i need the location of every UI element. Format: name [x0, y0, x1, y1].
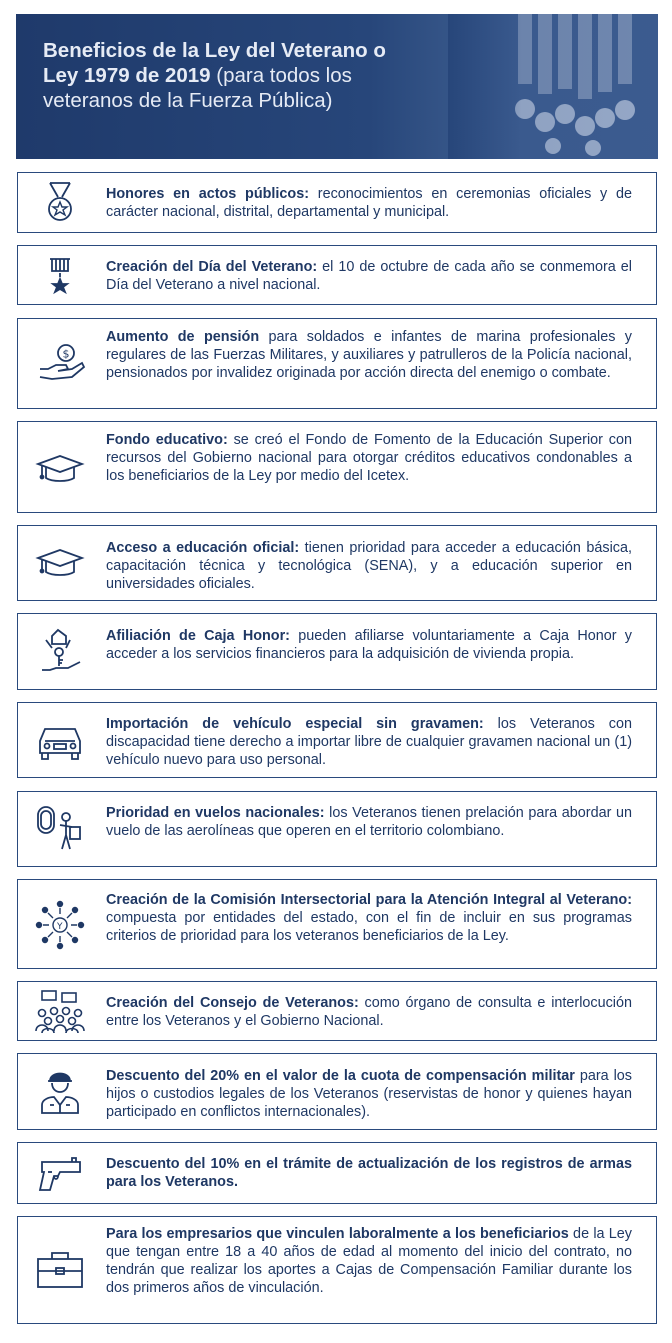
- benefit-card-empresarios: [17, 1216, 657, 1324]
- svg-text:Y: Y: [57, 922, 63, 932]
- svg-text:$: $: [62, 347, 70, 361]
- benefit-description: como órgano de consulta e interlocución entre los Veteranos y el Gobierno Nacional.: [106, 995, 632, 1029]
- benefit-text: [106, 1225, 632, 1297]
- benefit-card-vehiculo: [17, 702, 657, 778]
- benefit-title: Aumento de pensión: [106, 329, 260, 345]
- benefit-description: reconocimientos en ceremonias oficiales y de carácter nacional, distrital, departamental y municipal.: [106, 186, 633, 220]
- benefit-description: pueden afiliarse voluntariamente a Caja Honor y acceder a los servicios financieros para la adquisición de vivienda propia.: [106, 628, 632, 662]
- medal-star-icon: [32, 179, 88, 229]
- briefcase-icon: [32, 1245, 88, 1295]
- benefit-card-vuelos: [17, 791, 657, 867]
- benefit-card-cuota-militar: [17, 1053, 657, 1130]
- graduation-cap-icon: [32, 538, 88, 588]
- benefit-text: [106, 891, 632, 945]
- hand-money-icon: [32, 339, 88, 389]
- car-icon: [32, 715, 88, 765]
- ribbon-medal-icon: [32, 251, 88, 301]
- benefit-text: [106, 539, 632, 593]
- hand-house-key-icon: [32, 626, 88, 676]
- benefit-card-fondo-educativo: [17, 421, 657, 513]
- benefit-title: Honores en actos públicos:: [106, 186, 310, 202]
- benefit-title: Creación de la Comisión Intersectorial para la Atención Integral al Veterano:: [106, 892, 632, 908]
- benefit-description: el 10 de octubre de cada año se conmemora el Día del Veterano a nivel nacional.: [106, 259, 632, 293]
- benefit-description: los Veteranos con discapacidad tiene derecho a importar libre de cualquier gravamen nacional un (1) vehículo nuevo para uso personal.: [106, 716, 632, 768]
- benefit-title: Prioridad en vuelos nacionales:: [106, 805, 325, 821]
- benefit-description: de la Ley que tengan entre 18 a 40 años de edad al momento del inicio del contrato, no tendrán que realizar los aportes a Cajas de Compensación Familiar durante los dos primeros años de vinculación.: [106, 1226, 632, 1296]
- benefit-description: los Veteranos tienen prelación para abordar un vuelo de las aerolíneas que operen en el territorio colombiano.: [106, 805, 632, 839]
- benefit-text: [106, 994, 632, 1030]
- benefit-title: Acceso a educación oficial:: [106, 540, 300, 556]
- page-title-regular: (para todos los veteranos de la Fuerza Pública): [43, 64, 352, 112]
- benefit-title: Afiliación de Caja Honor:: [106, 628, 290, 644]
- benefit-text: [106, 715, 632, 769]
- benefit-card-educacion-oficial: [17, 525, 657, 601]
- airplane-window-traveler-icon: [32, 803, 88, 853]
- benefit-text: [106, 627, 632, 663]
- benefit-text: [106, 258, 632, 294]
- benefit-card-caja-honor: [17, 613, 657, 690]
- benefit-title: Creación del Consejo de Veteranos:: [106, 995, 359, 1011]
- benefit-text: [106, 431, 632, 485]
- benefit-text: [106, 804, 632, 840]
- benefit-title: Creación del Día del Veterano:: [106, 259, 318, 275]
- benefit-text: [106, 1067, 632, 1121]
- benefit-title: Descuento del 20% en el valor de la cuota de compensación militar: [106, 1068, 575, 1084]
- council-people-icon: [32, 987, 88, 1037]
- benefit-text: [106, 1155, 632, 1191]
- benefit-title: Para los empresarios que vinculen laboralmente a los beneficiarios: [106, 1226, 569, 1242]
- benefit-description: compuesta por entidades del estado, con el fin de incluir en sus programas criterios de prioridad para los veteranos beneficiarios de la Ley.: [106, 910, 632, 944]
- medals-photo-icon: [448, 14, 658, 159]
- benefit-description: para soldados e infantes de marina profesionales y regulares de las Fuerzas Militares, y auxiliares y patrulleros de la Policía nacional, pensionados por invalidez originada por acción directa del enemigo o combate.: [106, 329, 633, 381]
- benefit-text: [106, 328, 632, 382]
- pistol-icon: [32, 1148, 88, 1198]
- benefit-card-dia-veterano: [17, 245, 657, 305]
- benefit-title: Descuento del 10% en el trámite de actualización de los registros de armas para los Veteranos.: [106, 1156, 632, 1190]
- graduation-cap-icon: [32, 444, 88, 494]
- header-banner: [16, 14, 658, 159]
- commission-circle-icon: [32, 900, 88, 950]
- benefit-title: Importación de vehículo especial sin gravamen:: [106, 716, 484, 732]
- benefit-card-pension: [17, 318, 657, 409]
- page-title: [43, 38, 403, 113]
- benefit-description: para los hijos o custodios legales de los Veteranos (reservistas de honor y quienes hayan participado en conflictos internacionales).: [106, 1068, 632, 1120]
- benefit-card-armas: [17, 1142, 657, 1204]
- benefit-text: [106, 185, 632, 221]
- benefit-description: se creó el Fondo de Fomento de la Educación Superior con recursos del Gobierno nacional para otorgar créditos educativos condonables a los beneficiarios de la Ley por medio del Icetex.: [106, 432, 632, 484]
- benefit-title: Fondo educativo:: [106, 432, 228, 448]
- soldier-icon: [32, 1067, 88, 1117]
- benefit-description: tienen prioridad para acceder a educación básica, capacitación técnica y tecnológica (SENA), y a educación superior en universidades oficiales.: [106, 540, 632, 592]
- benefit-card-consejo: [17, 981, 657, 1041]
- benefit-card-honores: [17, 172, 657, 233]
- benefit-card-comision: [17, 879, 657, 969]
- page-title-bold: Beneficios de la Ley del Veterano o Ley 1979 de 2019: [43, 39, 386, 87]
